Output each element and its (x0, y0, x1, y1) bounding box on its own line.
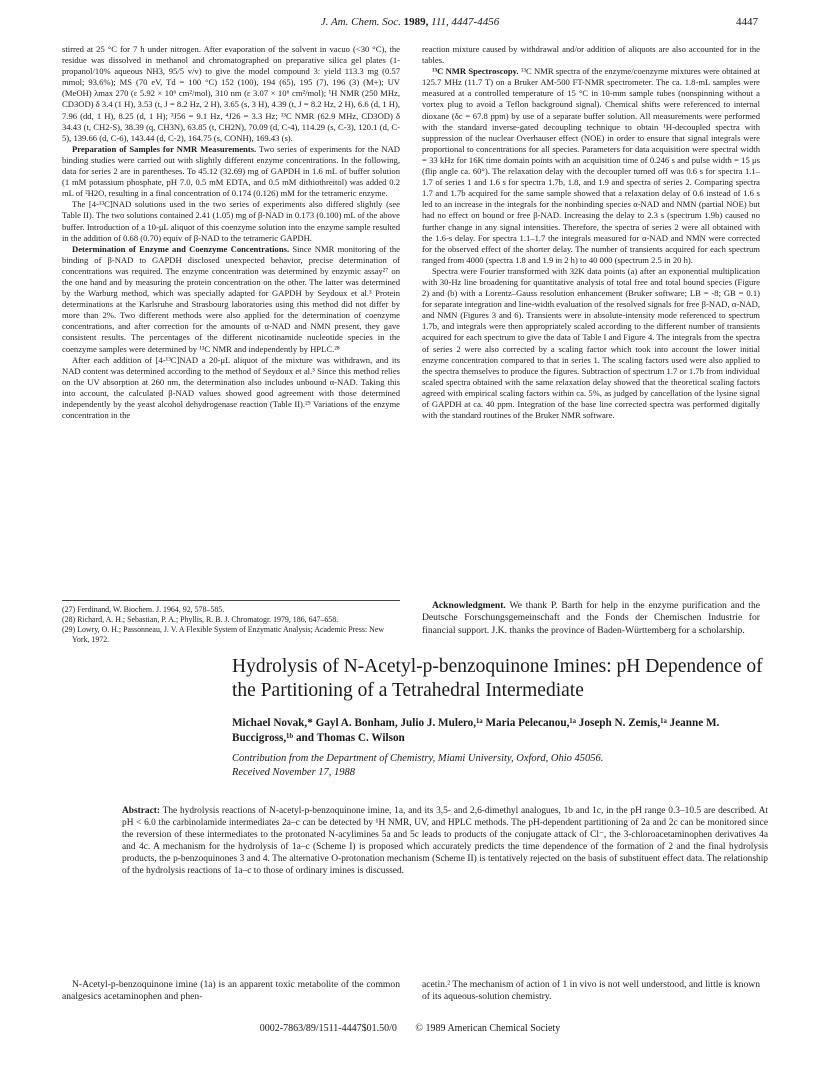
intro-left (62, 979, 400, 1004)
intro-right (422, 979, 760, 1004)
reference-item: (27) Ferdinand, W. Biochem. J. 1964, 92, 578–585. (62, 605, 225, 614)
abstract (122, 806, 768, 877)
acknowledgment-text: We thank P. Barth for help in the enzyme purification and the Deutsche Forschungsgemeinschaft and the Fonds der Chemischen Industrie for financial support. J.K. thanks the province of Baden-Württemberg for a scholarship. (422, 600, 760, 636)
article-title: Hydrolysis of N-Acetyl-p-benzoquinone Imines: pH Dependence of the Partitioning of a Tetrahedral Intermediate (232, 656, 763, 701)
copyright: © 1989 American Chemical Society (415, 1023, 561, 1034)
journal-citation (0, 16, 820, 28)
references (62, 600, 400, 645)
reference-item: (29) Lowry, O. H.; Passonneau, J. V. A Flexible System of Enzymatic Analysis; Academic Press: New York, 1972. (62, 625, 385, 644)
paragraph: N-Acetyl-p-benzoquinone imine (1a) is an apparent toxic metabolite of the common analgesics acetaminophen and phen- (62, 979, 400, 1003)
affiliation: Contribution from the Department of Chemistry, Miami University, Oxford, Ohio 45056. (232, 753, 604, 764)
paragraph-text: ¹³C NMR spectra of the enzyme/coenzyme mixtures were obtained at 125.7 MHz (11.7 T) on a Bruker AM-500 FT-NMR spectrometer. The ca. 1.8-mL samples were measured at a controlled temperature of 15 °C in 10-mm sample tubes (nonspinning without a vortex plug to avoid a Teflon background signal). Chemical shifts were referenced to internal dioxane (δc = 67.8 ppm) by use of a separate buffer solution. All measurements were performed with the standard inverse-gated decoupling technique to obtain ¹H-decoupled spectra with suppression of the nuclear Overhauser effect (NOE) in order to ensure that signal integrals were proportional to concentrations for all species. Parameters for data acquisition were spectral width = 33 kHz for 16K time domain points with an acquisition time of 0.246 s and pulse width = 15 μs (flip angle ca. 60°). The relaxation delay with the decoupler turned off was 0.6 s for spectra 1.1–1.7 of series 1 and 1.6 s for spectra 1.7b, 1.8, and 1.9 and spectra of series 2. Comparing spectra 1.7 and 1.7b acquired for the same sample showed that a relaxation delay of 0.6 instead of 1.6 s led to an increase in the integrals for the nonbinding species α-NAD and NMN (partial NOE) but had no effect on bound or free β-NAD. Increasing the delay to 2.3 s (spectrum 1.9b) caused no further change in any signal intensities. Therefore, the spectra of series 2 were all obtained with the 1.6-s delay. For spectra 1.1–1.7 the integrals measured for α-NAD and NMN were corrected for the observed effect of the shorter delay. The number of transients acquired for each spectrum ranged from 4000 (spectra 1.8 and 1.9 in 2 h) to 40 000 (spectrum 2.5 in 20 h). (422, 66, 761, 265)
run-in-heading: Determination of Enzyme and Coenzyme Concentrations. (72, 243, 290, 254)
received-date: Received November 17, 1988 (232, 766, 356, 778)
paragraph: acetin.² The mechanism of action of 1 in vivo is not well understood, and little is known of its aqueous-solution chemistry. (422, 979, 760, 1003)
page-footer (0, 1023, 820, 1034)
acknowledgment-heading: Acknowledgment. (432, 600, 506, 611)
abstract-text: The hydrolysis reactions of N-acetyl-p-benzoquinone imine, 1a, and its 3,5- and 2,6-dimethyl analogues, 1b and 1c, in the pH range 0.3–10.5 are described. At pH < 6.0 the carbinolamide intermediates 2a–c can be detected by ¹H NMR, UV, and HPLC methods. The pH-dependent partitioning of 2a and 2c can be monitored since the reversion of these intermediates to the protonated N-acylimines 5a and 5c leads to products of the conjugate attack of Cl⁻, the 3-chloroacetaminophen derivatives 4a and 4c. A mechanism for the hydrolysis of 1a–c (Scheme I) is proposed which accurately predicts the time dependence of the formation of 2 and the final hydrolysis products, the p-benzoquinones 3 and 4. The alternative O-protonation mechanism (Scheme II) is tentatively rejected on the basis of substituent effect data. The relationship of the hydrolysis reactions of 1a–c to those of ordinary imines is discussed. (122, 806, 768, 876)
paragraph (62, 144, 400, 199)
journal-volume: 111, (431, 16, 449, 28)
run-in-heading: ¹³C NMR Spectroscopy. (432, 66, 519, 77)
run-in-heading: Preparation of Samples for NMR Measurements. (72, 143, 257, 154)
publication-code: 0002-7863/89/1511-4447$01.50/0 (259, 1023, 397, 1034)
paragraph (62, 244, 400, 355)
paragraph-text: Two series of experiments for the NAD binding studies were carried out with slightly different enzyme concentrations. In the following, data for series 2 are in parentheses. To 45.12 (32.69) mg of GAPDH in 1.6 mL of buffer solution (1 mM potassium phosphate, pH 7.0, 0.5 mM EDTA, and 0.5 mM dithiothreitol) was added 0.2 mL of ²H2O, resulting in a final concentration of 0.174 (0.126) mM for the tetrameric enzyme. (62, 143, 400, 199)
journal-pages: 4447-4456 (451, 16, 500, 28)
journal-name: J. Am. Chem. Soc. (320, 16, 401, 28)
paragraph: The [4-¹³C]NAD solutions used in the two series of experiments also differed slightly (see Table II). The two solutions contained 2.41 (1.05) mg of β-NAD in 0.173 (0.100) mL of the above buffer. Introduction of a 10-μL aliquot of this coenzyme solution into the enzyme sample resulted in the addition of 0.68 (0.70) equiv of β-NAD to the tetrameric GAPDH. (62, 199, 400, 243)
paragraph: reaction mixture caused by withdrawal and/or addition of aliquots are also accounted for in the tables. (422, 44, 760, 66)
reference-item: (28) Richard, A. H.; Sebastian, P. A.; Phyllis, R. B. J. Chromatogr. 1979, 186, 647–658. (62, 615, 339, 624)
affiliation-block (232, 752, 772, 779)
left-column (62, 44, 400, 421)
acknowledgment (422, 600, 760, 637)
paragraph: stirred at 25 °C for 7 h under nitrogen. After evaporation of the solvent in vacuo (<30 °C), the residue was dissolved in methanol and chromatographed on preparative silica gel plates (1-propanol/10% aqueous NH3, 95/5 v/v) to give the model compound 3: yield 113.3 mg (0.57 mmol; 93.6%); MS (70 eV, Td = 100 °C) 152 (100), 194 (65), 195 (7), 196 (3) (M+); UV (MeOH) λmax 270 (ε 5.92 × 10⁶ cm²/mol), 310 nm (ε 3.07 × 10⁶ cm²/mol); ¹H NMR (250 MHz, CD3OD) δ 3.4 (1 H), 3.53 (t, J = 8.2 Hz, 2 H), 3.65 (s, 3 H), 4.39 (t, J = 8.2 Hz, 2 H), 6.6 (d, 1 H), 7.96 (dd, 1 H), 8.25 (d, 1 H); ³J56 = 9.1 Hz, ⁴J26 = 3.3 Hz; ¹³C NMR (62.9 MHz, CD3OD) δ 34.43 (t, CH2-S), 38.39 (q, CH3N), 63.85 (t, CH2N), 70.09 (d, C-4), 114.29 (s, C-3), 120.1 (d, C-5), 139.66 (d, C-6), 143.44 (d, C-2), 164.75 (s, CONH), 169.43 (s). (62, 44, 400, 143)
paragraph-text: Since NMR monitoring of the binding of β-NAD to GAPDH disclosed unexpected behavior, precise determination of concentrations was required. The enzyme concentration was determined by enzymic assay²⁷ on the one hand and by measuring the protein concentration on the other. The latter was determined by the Warburg method, which was specially adapted for GAPDH by Seydoux et al.³ Protein determinations at the Karlsruhe and Strasbourg laboratories using this method did not differ by more than 2%. Two different methods were also applied for the determination of coenzyme concentrations, and after correction for the amounts of α-NAD and NMN present, they gave consistent results. The percentages of the different nicotinamide nucleotide species in the coenzyme samples were determined by ¹³C NMR and independently by HPLC.²⁸ (62, 243, 400, 354)
paragraph (422, 66, 760, 266)
paragraph: After each addition of [4-¹³C]NAD a 20-μL aliquot of the mixture was withdrawn, and its NAD content was determined according to the method of Seydoux et al.³ Since this method relies on the UV absorption at 260 nm, the determination also includes unbound α-NAD. Taking this into account, the calculated β-NAD values showed good agreement with those determined independently by the yeast alcohol dehydrogenase reaction (Table II).²⁹ Variations of the enzyme concentration in the (62, 354, 400, 421)
abstract-heading: Abstract: (122, 806, 161, 816)
page-number: 4447 (736, 16, 758, 28)
paragraph (422, 600, 760, 637)
running-header (0, 16, 820, 30)
paragraph: Spectra were Fourier transformed with 32K data points (a) after an exponential multiplication with 30-Hz line broadening for quantitative analysis of total free and total bound species (Figure 2) and (b) with a Lorentz–Gauss resolution enhancement (Bruker software; LB = -8; GB = 0.1) for separate integration and line-width evaluation of the resolved signals for free β-NAD, α-NAD, and NMN (Figures 3 and 6). Transients were in absolute-intensity mode referenced to spectrum 1.7b, and integrals were then appropriately scaled according to the different number of transients acquired for each spectrum to give the data of Table I and Figure 4. The integrals from the spectra of series 2 were also corrected by a scaling factor which took into account the lower initial enzyme concentration compared to that in series 1. The scaling factors used were also applied to the spectra themselves to produce the figures. Subtraction of spectrum 1.7 or 1.7b from individual scaled spectra obtained with the same relaxation delay showed that the theoretical scaling factors agreed with empirical scaling factors within ca. 5%, as judged by cancellation of the lysine signal of GAPDH at ca. 40 ppm. Integration of the base line corrected spectra was performed digitally with the standard routines of the Bruker NMR software. (422, 265, 760, 421)
right-column (422, 44, 760, 421)
journal-year: 1989, (403, 16, 429, 28)
article-authors: Michael Novak,* Gayl A. Bonham, Julio J. Mulero,¹ᵃ Maria Pelecanou,¹ᵃ Joseph N. Zemis,¹ᵃ Jeanne M. Buccigross,¹ᵇ and Thomas C. Wilson (232, 717, 720, 744)
